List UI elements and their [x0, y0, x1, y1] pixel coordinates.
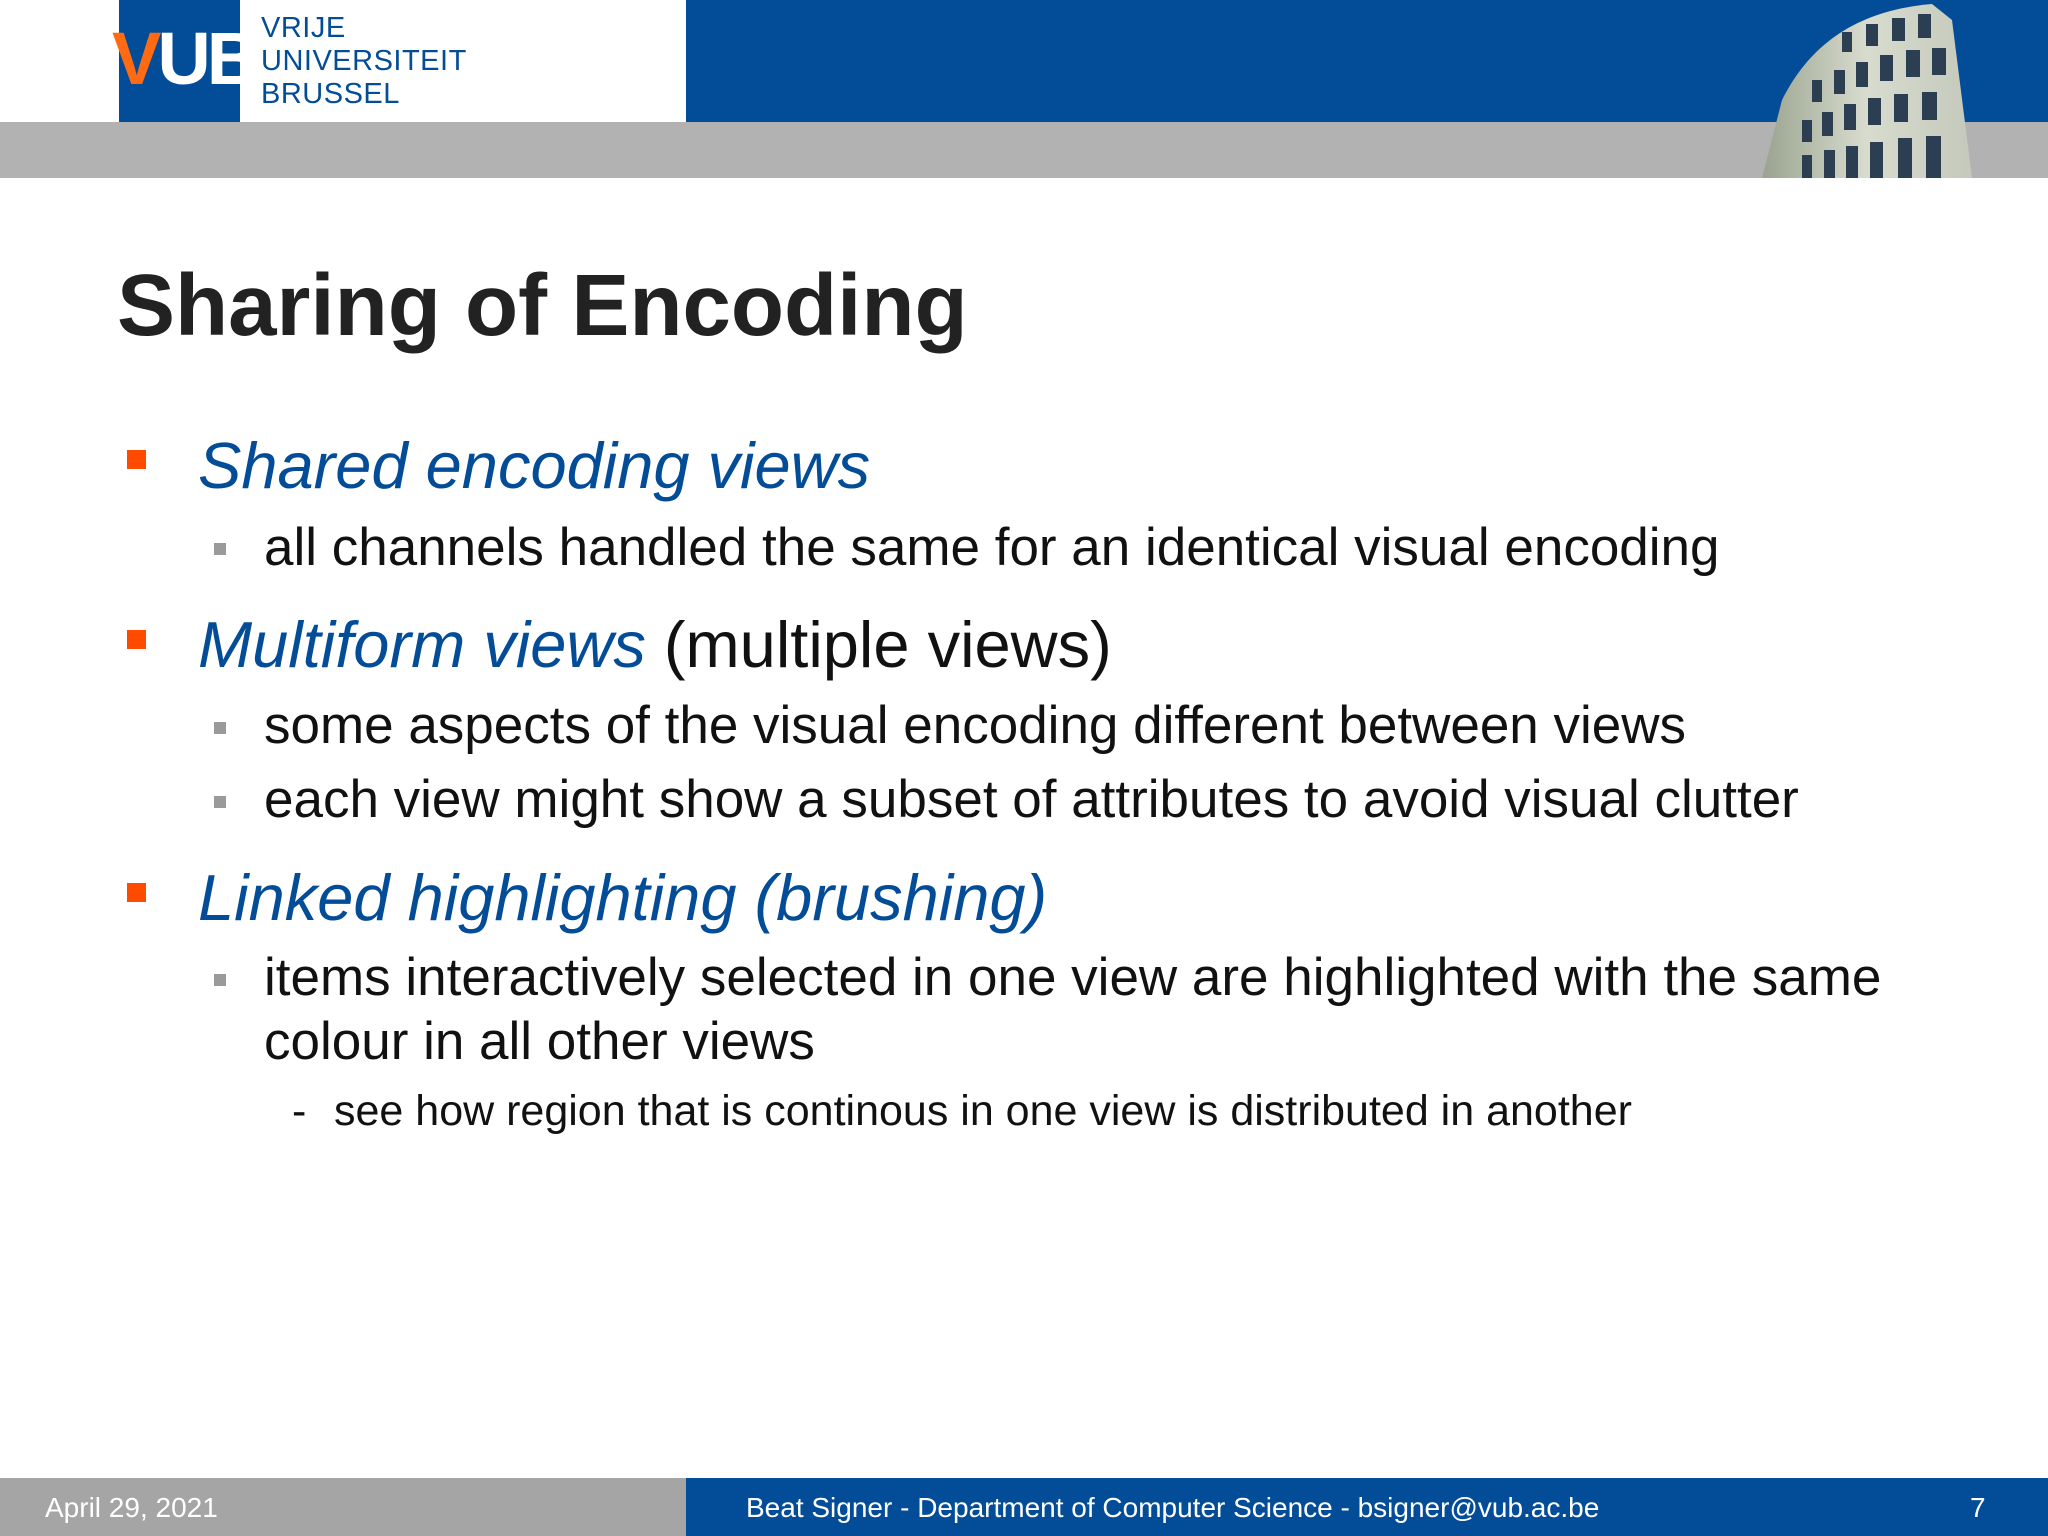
grey-square-bullet	[214, 543, 226, 555]
bullet-item-3	[198, 860, 1047, 936]
sub-item-2-1: some aspects of the visual encoding different between views	[264, 696, 1687, 755]
bullet-item-3-label: Linked highlighting (brushing)	[198, 861, 1048, 934]
logo-line-3: BRUSSEL	[261, 78, 400, 110]
bullet-item-1-label: Shared encoding views	[198, 429, 871, 502]
logo-mark-ub: UB	[157, 17, 257, 100]
grey-square-bullet	[214, 974, 226, 986]
page-number: 7	[1970, 1492, 1986, 1523]
bullet-item-2	[198, 607, 1112, 683]
orange-square-bullet	[127, 630, 146, 649]
grey-square-bullet	[214, 722, 226, 734]
orange-square-bullet	[127, 883, 146, 902]
logo-wordmark	[261, 12, 467, 111]
sub-item-3-1: items interactively selected in one view are highlighted with the same colour in all other views	[264, 948, 1882, 1071]
bullet-item-2-suffix: (multiple views)	[645, 608, 1112, 681]
footer-date: April 29, 2021	[45, 1492, 218, 1523]
sub-item-2-2: each view might show a subset of attributes to avoid visual clutter	[264, 770, 1799, 829]
dash-bullet: -	[292, 1087, 307, 1135]
building-photo	[1742, 0, 1992, 178]
logo-mark-v: V	[112, 17, 158, 100]
sub-item-1-1: all channels handled the same for an identical visual encoding	[264, 518, 1720, 577]
slide-title: Sharing of Encoding	[117, 257, 968, 354]
bullet-item-1	[198, 428, 870, 504]
logo-line-1: VRIJE	[261, 12, 346, 44]
footer-author: Beat Signer - Department of Computer Science - bsigner@vub.ac.be	[746, 1492, 1600, 1523]
orange-square-bullet	[127, 450, 146, 469]
sub-sub-item-3-1-1: see how region that is continous in one view is distributed in another	[334, 1087, 1632, 1135]
bullet-item-2-label: Multiform views	[198, 608, 646, 681]
logo-line-2: UNIVERSITEIT	[261, 45, 467, 77]
header-stripe	[0, 122, 2048, 178]
logo-mark	[112, 17, 257, 100]
grey-square-bullet	[214, 796, 226, 808]
